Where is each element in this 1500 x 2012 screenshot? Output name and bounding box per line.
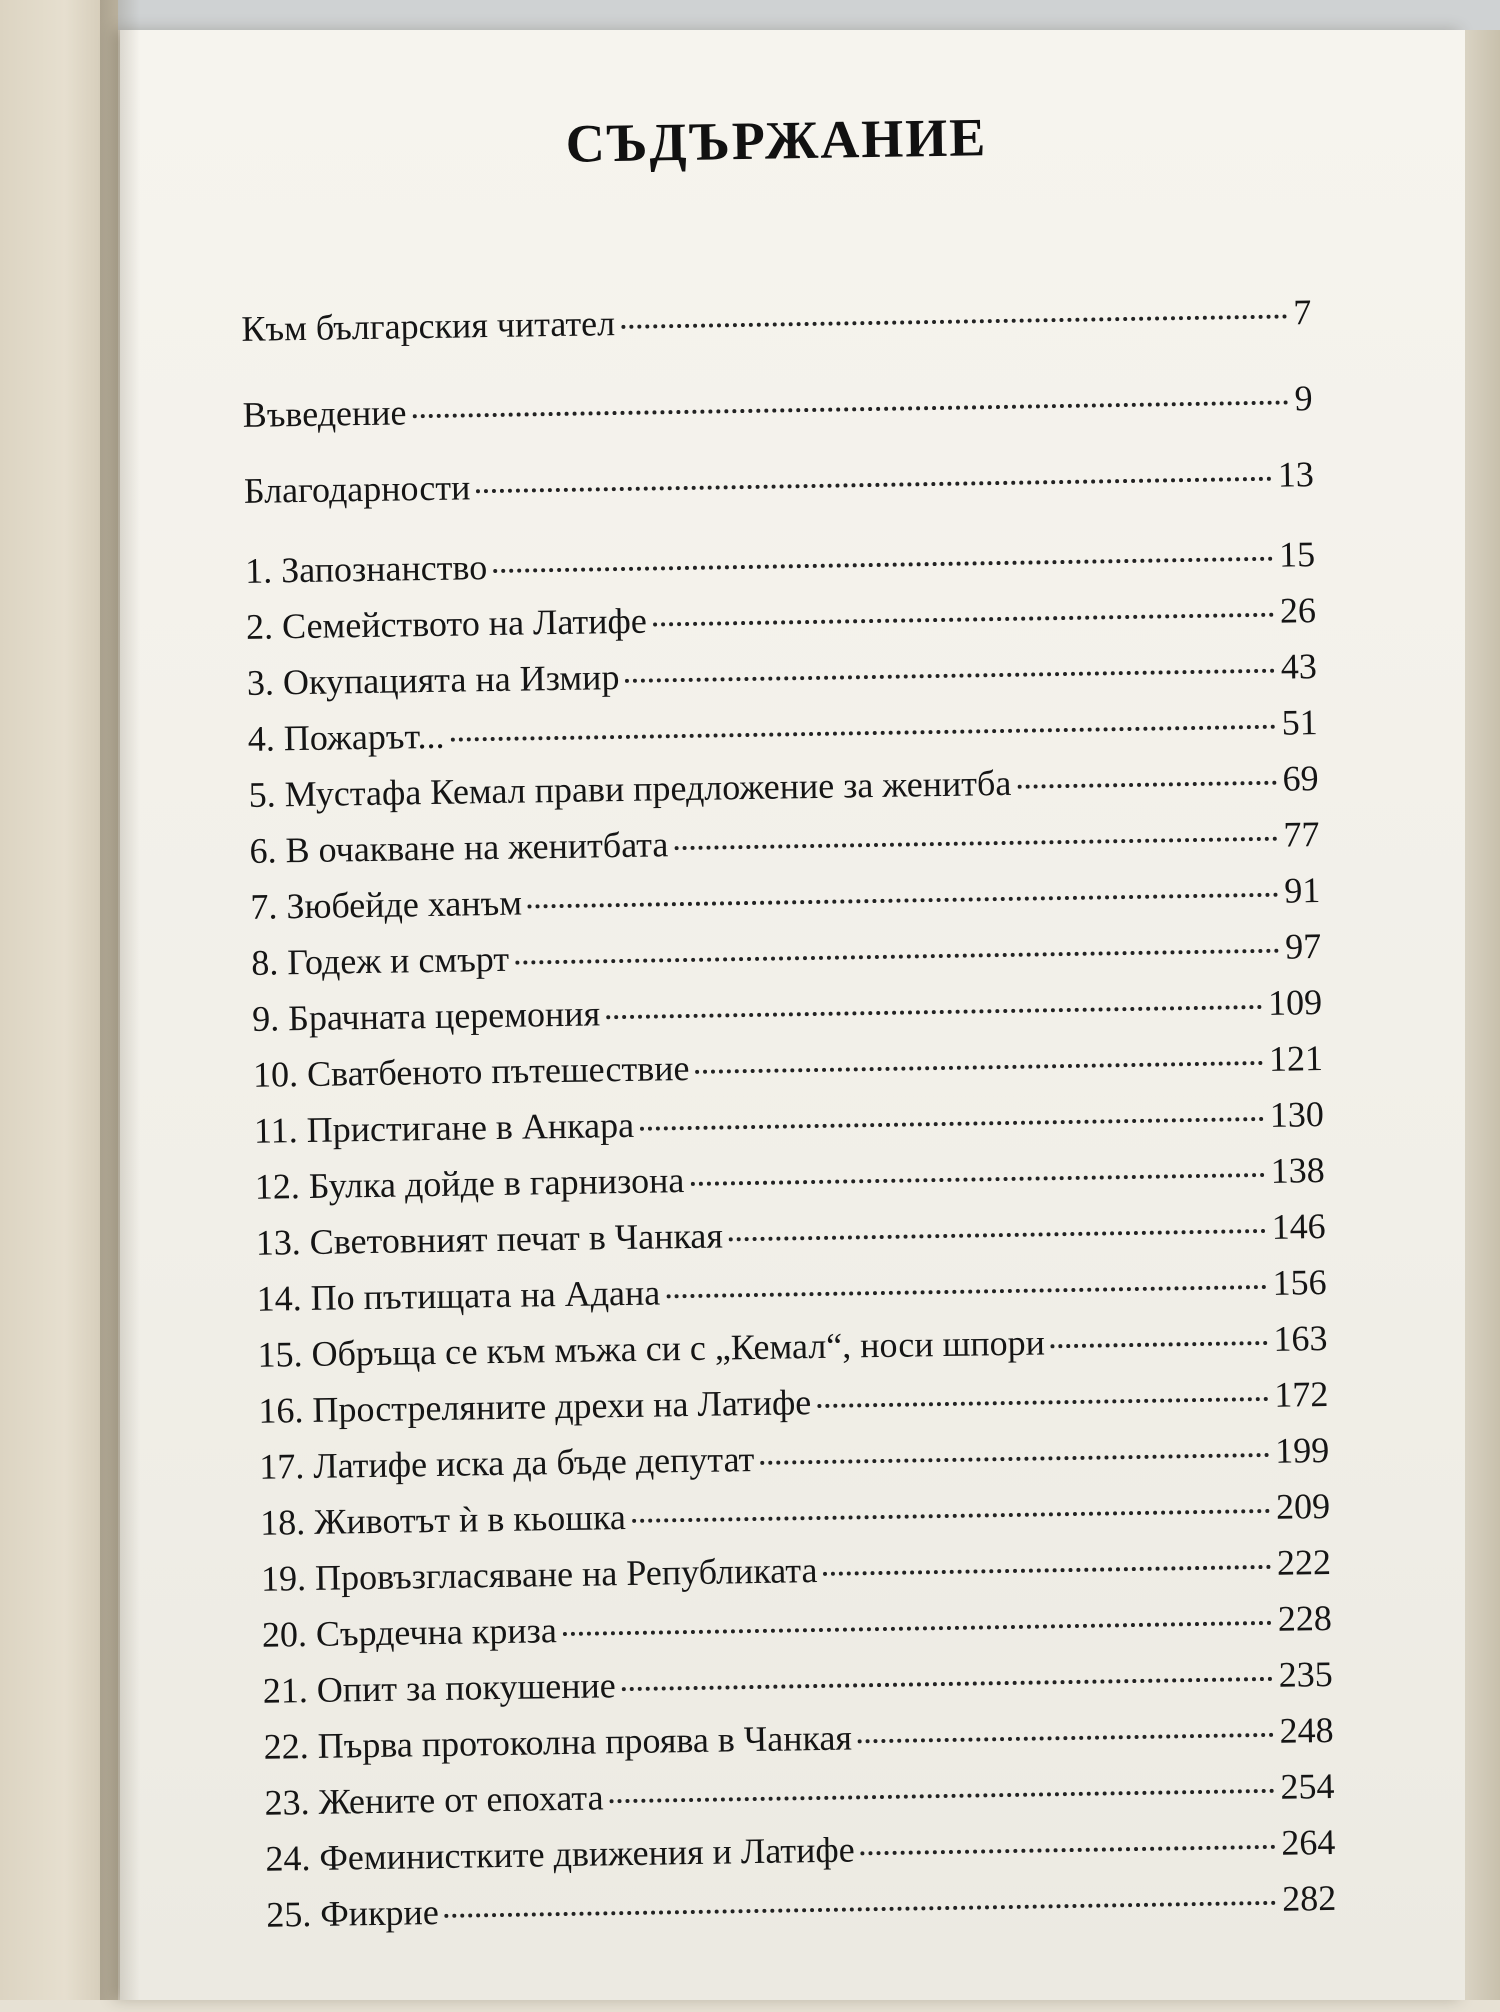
leader-dots [622, 1677, 1273, 1691]
toc-entry [250, 869, 1321, 932]
entry-label: 19. Провъзгласяване на Републиката [260, 1550, 818, 1599]
entry-page: 209 [1275, 1485, 1331, 1527]
entry-label: 23. Жените от епохата [264, 1777, 604, 1823]
entry-label: 8. Годеж и смърт [251, 938, 510, 983]
toc-entry [257, 1317, 1328, 1380]
leader-dots [621, 314, 1287, 328]
leader-dots [450, 725, 1275, 742]
toc-entry [262, 1653, 1333, 1716]
entry-page: 222 [1276, 1541, 1332, 1583]
entry-page: 146 [1271, 1205, 1326, 1247]
entry-page: 163 [1273, 1317, 1328, 1359]
toc-entry [253, 1037, 1324, 1100]
entry-label: 15. Обръща се към мъжа си с „Кемал“, носи шпори [257, 1322, 1046, 1375]
leader-dots [493, 557, 1273, 573]
leader-dots [515, 949, 1279, 965]
leader-dots [861, 1845, 1276, 1856]
toc-entry [248, 701, 1319, 764]
entry-label: 12. Булка дойде в гарнизона [254, 1160, 685, 1207]
toc-entry [252, 981, 1323, 1044]
leader-dots [610, 1789, 1275, 1803]
leader-dots [632, 1509, 1270, 1523]
toc-entry [260, 1485, 1331, 1548]
toc-entry [261, 1541, 1332, 1604]
entry-label: 11. Пристигане в Анкара [253, 1104, 635, 1151]
leader-dots [412, 400, 1288, 418]
leader-dots [690, 1173, 1264, 1186]
toc-entry [265, 1821, 1336, 1884]
toc-entry [266, 1877, 1337, 1940]
leader-dots [760, 1453, 1269, 1465]
leader-dots [563, 1621, 1272, 1636]
entry-page: 282 [1281, 1877, 1337, 1919]
entry-label: Въведение [242, 392, 407, 435]
entry-page: 248 [1279, 1709, 1334, 1751]
leader-dots [666, 1285, 1266, 1298]
entry-page: 121 [1268, 1038, 1324, 1079]
leader-dots [528, 893, 1278, 909]
entry-label: 22. Първа протоколна проява в Чанкая [263, 1717, 853, 1767]
leader-dots [606, 1005, 1262, 1019]
leader-dots [858, 1733, 1274, 1744]
entry-label: Благодарности [243, 467, 471, 511]
entry-label: 7. Зюбейде ханъм [250, 882, 523, 927]
leader-dots [476, 477, 1272, 493]
entry-page: 138 [1270, 1149, 1326, 1191]
entry-page: 228 [1277, 1597, 1333, 1639]
leader-dots [653, 613, 1274, 627]
toc-entry [263, 1709, 1334, 1772]
toc-entry [247, 645, 1318, 708]
entry-page: 77 [1283, 814, 1320, 855]
toc-entry [246, 589, 1317, 652]
entry-page: 51 [1281, 702, 1319, 743]
leader-dots [625, 669, 1275, 683]
leader-dots [695, 1061, 1263, 1074]
toc-entry [256, 1261, 1327, 1324]
entry-page: 13 [1277, 454, 1315, 495]
entry-page: 9 [1294, 378, 1313, 419]
entry-page: 26 [1279, 590, 1317, 631]
leader-dots [1051, 1341, 1268, 1348]
entry-page: 91 [1284, 870, 1321, 911]
entry-page: 199 [1274, 1429, 1330, 1471]
entry-label: 10. Сватбеното пътешествие [252, 1047, 690, 1095]
entry-page: 69 [1282, 758, 1319, 799]
leader-dots [640, 1117, 1264, 1131]
toc-entry [264, 1765, 1335, 1828]
toc-entry [245, 533, 1316, 596]
toc-entry [251, 925, 1322, 988]
toc-entry [248, 757, 1319, 820]
entry-page: 130 [1269, 1094, 1325, 1135]
entry-label: 16. Простреляните дрехи на Латифе [258, 1382, 812, 1431]
entry-label: 1. Запознанство [244, 547, 488, 591]
entry-label: 2. Семейството на Латифе [245, 600, 648, 647]
entry-label: 14. По пътищата на Адана [256, 1272, 661, 1319]
leader-dots [445, 1901, 1277, 1918]
entry-page: 156 [1272, 1261, 1327, 1303]
toc-entry [249, 813, 1320, 876]
toc-title: СЪДЪРЖАНИЕ [565, 107, 988, 174]
leader-dots [1017, 781, 1276, 789]
entry-page: 172 [1273, 1373, 1329, 1415]
entry-label: 4. Пожарът... [247, 715, 445, 759]
toc-entry [254, 1093, 1325, 1156]
toc-entry [255, 1149, 1326, 1212]
entry-label: 3. Окупацията на Измир [246, 657, 620, 703]
entry-label: 5. Мустафа Кемал прави предложение за женитба [248, 762, 1012, 815]
entry-label: 18. Животът ѝ в кьошка [259, 1497, 627, 1543]
leader-dots [729, 1229, 1266, 1241]
entry-label: 25. Фикрие [265, 1892, 440, 1935]
entry-page: 254 [1280, 1765, 1335, 1807]
toc-entry [241, 291, 1312, 354]
entry-label: 9. Брачната церемония [251, 993, 601, 1039]
toc-entry [258, 1373, 1329, 1436]
leader-dots [674, 837, 1277, 850]
entry-page: 15 [1278, 534, 1316, 575]
entry-label: Към българския читател [241, 303, 616, 349]
entry-page: 43 [1280, 646, 1318, 687]
leader-dots [817, 1397, 1268, 1408]
entry-label: 24. Феминистките движения и Латифе [265, 1829, 855, 1879]
entry-label: 6. В очакване на женитбата [249, 824, 669, 871]
entry-label: 13. Световният печат в Чанкая [255, 1215, 724, 1263]
entry-page: 109 [1267, 982, 1323, 1023]
entry-label: 17. Латифе иска да бъде депутат [258, 1438, 755, 1487]
entry-label: 21. Опит за покушение [262, 1665, 616, 1711]
toc-entry [242, 377, 1313, 440]
toc-entry [259, 1429, 1330, 1492]
toc-entry [255, 1205, 1326, 1268]
entry-page: 97 [1284, 926, 1322, 967]
entry-page: 264 [1280, 1821, 1336, 1863]
entry-page: 235 [1278, 1653, 1333, 1695]
entry-page: 7 [1292, 292, 1312, 333]
leader-dots [823, 1565, 1271, 1576]
entry-label: 20. Сърдечна криза [261, 1610, 558, 1655]
toc-entry [244, 453, 1315, 516]
toc-entry [262, 1597, 1333, 1660]
